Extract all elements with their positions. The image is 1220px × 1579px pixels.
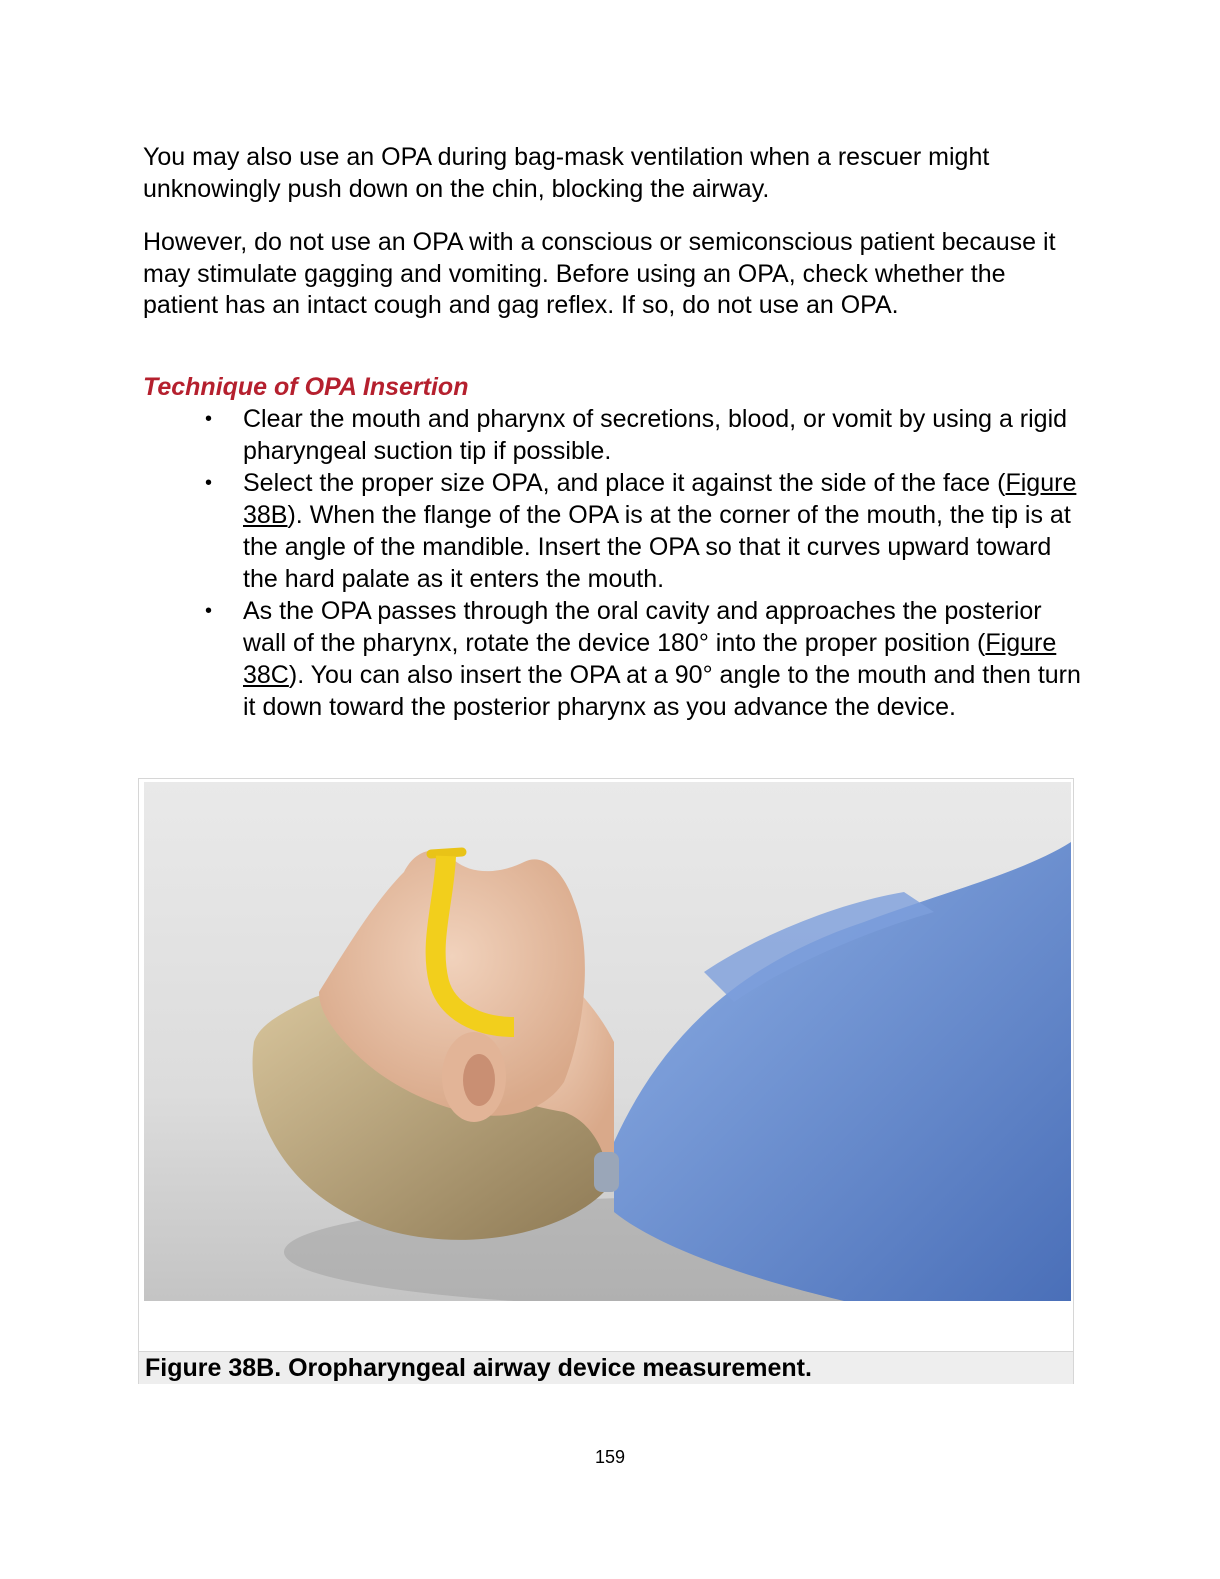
bullet-icon: •: [205, 600, 213, 622]
bullet-text: ). You can also insert the OPA at a 90° angle to the mouth and then turn it down toward the posterior pharynx as you advance the device.: [243, 661, 1081, 721]
bullet-item: [205, 467, 1083, 595]
bullet-text: As the OPA passes through the oral cavity and approaches the posterior wall of the pharynx, rotate the device 180° into the proper position (: [243, 597, 1042, 657]
bullet-icon: •: [205, 408, 213, 430]
figure-caption: Figure 38B. Oropharyngeal airway device measurement.: [145, 1354, 812, 1382]
bullet-item: [205, 595, 1083, 723]
patient-opa-illustration: [144, 782, 1071, 1301]
bullet-icon: •: [205, 472, 213, 494]
bullet-text: Clear the mouth and pharynx of secretions, blood, or vomit by using a rigid pharyngeal suction tip if possible.: [243, 405, 1068, 465]
paragraph-opa-contraindication: However, do not use an OPA with a conscious or semiconscious patient because it may stimulate gagging and vomiting. Before using an OPA, check whether the patient has an intact cough and gag reflex. If so, do not use an OPA.: [143, 228, 1056, 319]
technique-bullet-list: [205, 403, 1083, 723]
paragraph-opa-bag-mask: You may also use an OPA during bag-mask ventilation when a rescuer might unknowingly push down on the chin, blocking the airway.: [143, 143, 990, 203]
figure-38c-link[interactable]: Figure 38C: [243, 629, 1057, 689]
figure-image: [144, 782, 1071, 1301]
section-heading: Technique of OPA Insertion: [143, 373, 469, 401]
figure-38b-link[interactable]: Figure 38B: [243, 469, 1077, 529]
bullet-item: [205, 403, 1083, 467]
page-number: 159: [594, 1447, 626, 1467]
bullet-text: ). When the flange of the OPA is at the corner of the mouth, the tip is at the angle of the mandible. Insert the OPA so that it curves upward toward the hard palate as it enters the mouth.: [243, 501, 1071, 593]
caption-row: [139, 1351, 1073, 1384]
bullet-text: Select the proper size OPA, and place it against the side of the face (: [243, 469, 1006, 497]
figure-table: [138, 778, 1074, 1384]
